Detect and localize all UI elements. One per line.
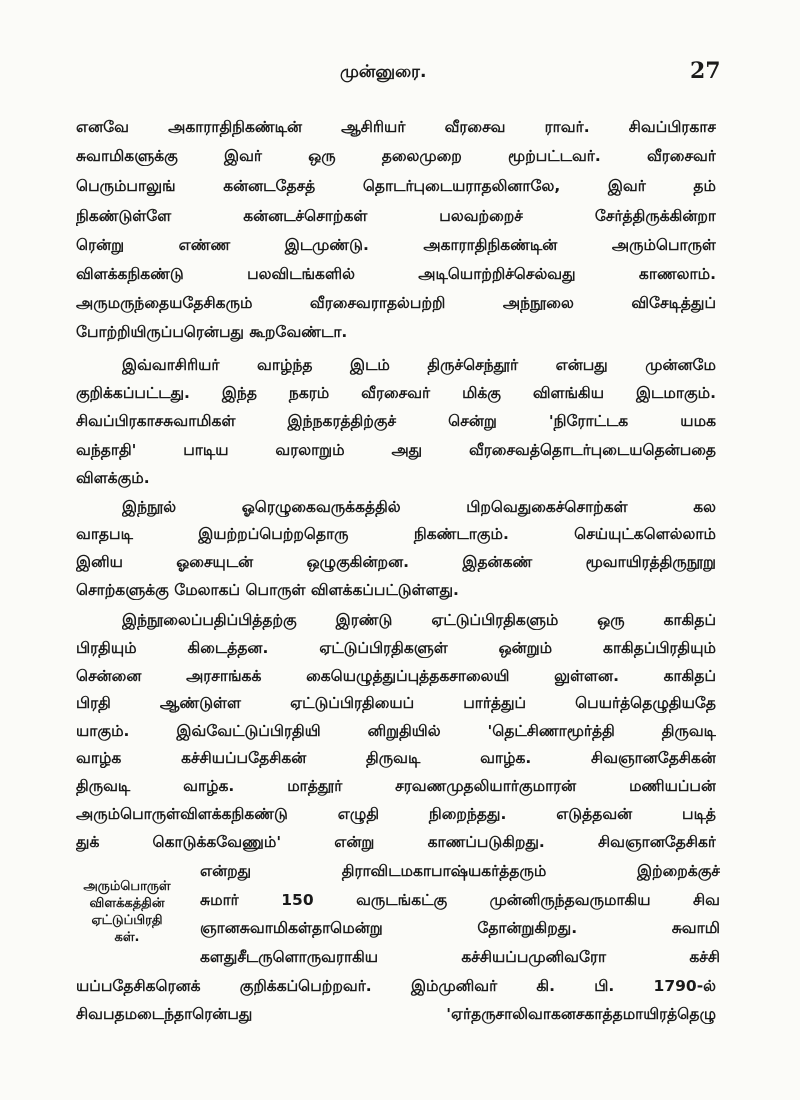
text-line: பெரும்பாலுங் கன்னடதேசத் தொடர்புடையராதலினாலே, இவர் தம் — [76, 177, 716, 195]
text-line: அருமருந்தையதேசிகரும் வீரசைவராதல்பற்றி அந்நூலை விசேடித்துப் — [76, 294, 716, 312]
text-line: வந்தாதி' பாடிய வரலாறும் அது வீரசைவத்தொடர்புடையதென்பதை — [76, 441, 716, 459]
text-line: பிரதியும் கிடைத்தன. ஏட்டுப்பிரதிகளுள் ஒன்றும் காகிதப்பிரதியும் — [76, 639, 716, 657]
text-line: திருவடி வாழ்க. மாத்தூர் சரவணமுதலியார்குமாரன் மணியப்பன் — [76, 777, 716, 795]
text-line: இந்நூல் ஓரெழுகைவருக்கத்தில் பிறவெதுகைச்சொற்கள் கல — [122, 498, 716, 516]
text-line: ஞானசுவாமிகள்தாமென்று தோன்றுகிறது. சுவாமி — [200, 919, 720, 937]
text-line: ரென்று எண்ண இடமுண்டு. அகாராதிநிகண்டின் அரும்பொருள் — [76, 236, 716, 254]
text-line: யாகும். இவ்வேட்டுப்பிரதியி னிறுதியில் 'தெட்சிணாமூர்த்தி திருவடி — [76, 722, 716, 740]
text-line: சிவபதமடைந்தாரென்பது 'ஏர்தருசாலிவாகனசகாத்தமாயிரத்தெழு — [76, 1005, 716, 1023]
text-line: சிவப்பிரகாசசுவாமிகள் இந்நகரத்திற்குச் சென்று 'நிரோட்டக யமக — [76, 412, 716, 430]
margin-note — [62, 878, 192, 946]
text-line: இவ்வாசிரியர் வாழ்ந்த இடம் திருச்செந்தூர் என்பது முன்னமே — [122, 356, 716, 374]
margin-note-line: அரும்பொருள் — [83, 879, 171, 894]
text-line: களதுசீடருளொருவராகிய கச்சியப்பமுனிவரோ கச்சி — [200, 948, 720, 966]
text-line: என்றது திராவிடமகாபாஷ்யகர்த்தரும் இற்றைக்குச் — [200, 862, 720, 880]
text-line: விளக்கநிகண்டு பலவிடங்களில் அடியொற்றிச்செல்வது காணலாம். — [76, 265, 716, 283]
text-line: துக் கொடுக்கவேணும்' என்று காணப்படுகிறது. சிவஞானதேசிகர் — [76, 833, 716, 851]
text-line: எனவே அகாராதிநிகண்டின் ஆசிரியர் வீரசைவ ராவர். சிவப்பிரகாச — [76, 118, 716, 136]
text-line: போற்றியிருப்பரென்பது கூறவேண்டா. — [76, 323, 348, 341]
text-line: அரும்பொருள்விளக்கநிகண்டு எழுதி நிறைந்தது. எடுத்தவன் படித் — [76, 805, 716, 823]
text-line: வாதபடி இயற்றப்பெற்றதொரு நிகண்டாகும். செய்யுட்களெல்லாம் — [76, 525, 716, 543]
margin-note-line: ஏட்டுப்பிரதி — [91, 913, 163, 928]
text-line: சென்னை அரசாங்கக் கையெழுத்துப்புத்தகசாலையி லுள்ளன. காகிதப் — [76, 667, 716, 685]
text-line: பிரதி ஆண்டுள்ள ஏட்டுப்பிரதியைப் பார்த்துப் பெயர்த்தெழுதியதே — [76, 694, 716, 712]
margin-note-line: கள். — [114, 930, 140, 945]
text-line: விளக்கும். — [76, 469, 150, 487]
text-line: குறிக்கப்பட்டது. இந்த நகரம் வீரசைவர் மிக்கு விளங்கிய இடமாகும். — [76, 384, 716, 402]
running-title: முன்னுரை. — [340, 62, 427, 82]
text-line: இந்நூலைப்பதிப்பித்தற்கு இரண்டு ஏட்டுப்பிரதிகளும் ஒரு காகிதப் — [122, 611, 716, 629]
margin-note-line: விளக்கத்தின் — [89, 896, 165, 911]
page-number: 27 — [690, 58, 721, 84]
page-header — [0, 58, 800, 92]
text-line: சொற்களுக்கு மேலாகப் பொருள் விளக்கப்பட்டுள்ளது. — [76, 581, 459, 599]
text-line: சுவாமிகளுக்கு இவர் ஒரு தலைமுறை மூற்பட்டவர். வீரசைவர் — [76, 147, 716, 165]
text-line: சுமார் 150 வருடங்கட்கு முன்னிருந்தவருமாகிய சிவ — [200, 891, 720, 909]
text-line: நிகண்டுள்ளே கன்னடச்சொற்கள் பலவற்றைச் சேர்த்திருக்கின்றா — [76, 207, 716, 225]
text-line: யப்பதேசிகரெனக் குறிக்கப்பெற்றவர். இம்முனிவர் கி. பி. 1790-ல் — [76, 977, 716, 995]
text-line: இனிய ஓசையுடன் ஒழுகுகின்றன. இதன்கண் மூவாயிரத்திருநூறு — [76, 553, 716, 571]
text-line: வாழ்க கச்சியப்பதேசிகன் திருவடி வாழ்க. சிவஞானதேசிகன் — [76, 749, 716, 767]
